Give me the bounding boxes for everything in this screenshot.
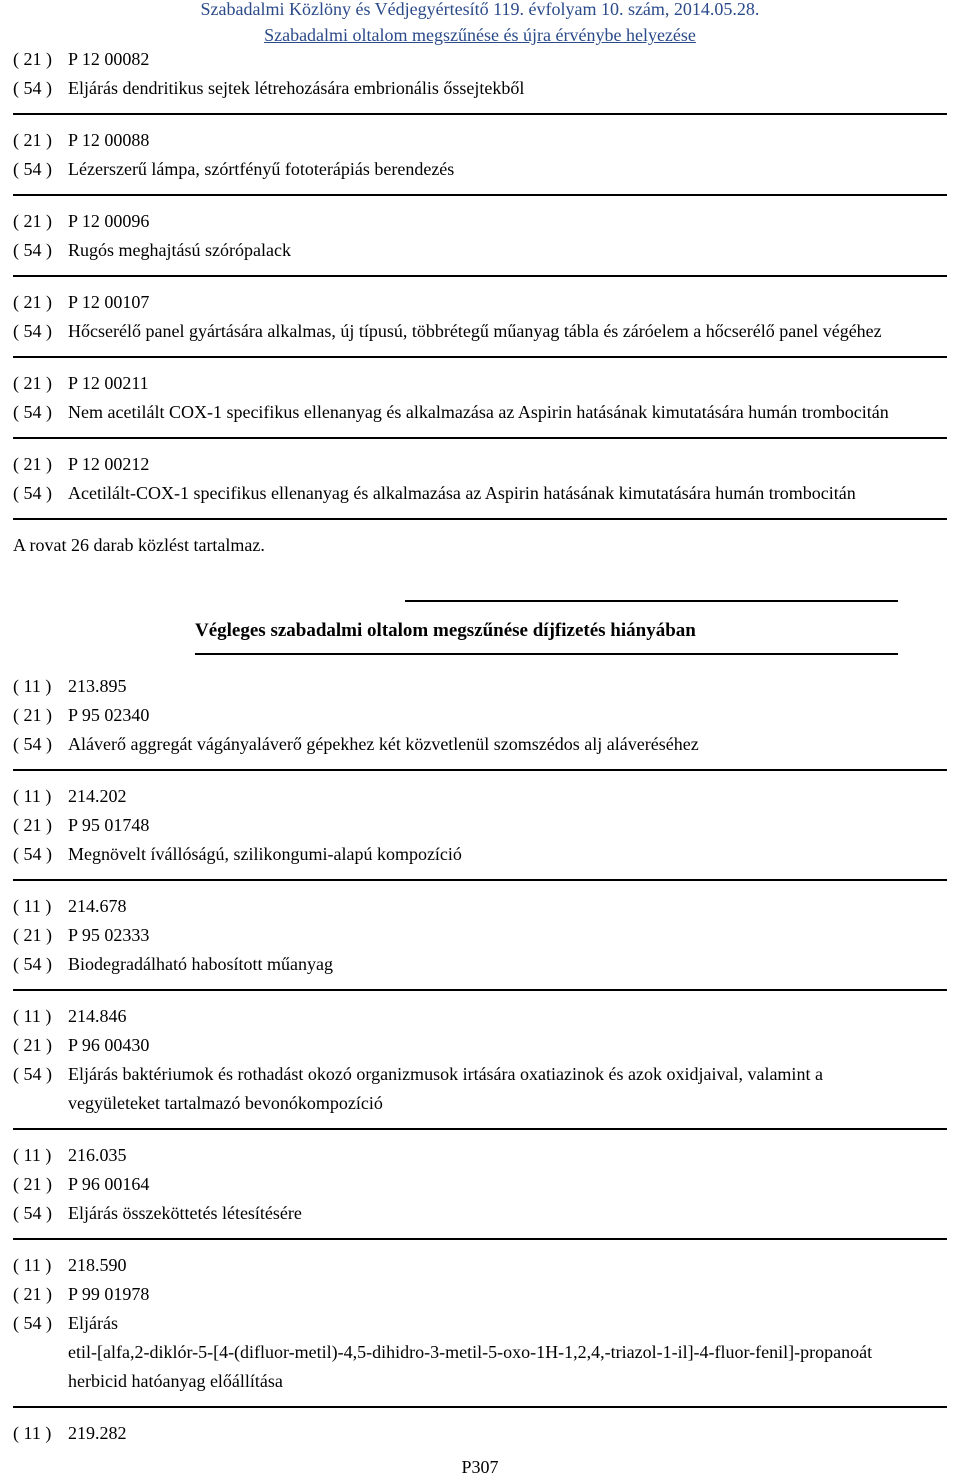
field-value xyxy=(68,921,947,950)
field-value xyxy=(68,1251,947,1280)
field-value xyxy=(68,236,947,265)
field-value xyxy=(68,207,947,236)
field-value-line: P 95 02333 xyxy=(68,925,150,945)
field-value-line: Megnövelt ívállóságú, szilikongumi-alapú kompozíció xyxy=(68,844,462,864)
field-value-line: vegyületeket tartalmazó bevonókompozíció xyxy=(68,1093,383,1113)
field-value-line: Aláverő aggregát vágányaláverő gépekhez két közvetlenül szomszédos alj aláveréséhez xyxy=(68,734,699,754)
application-number-field xyxy=(13,701,947,730)
field-value xyxy=(68,45,947,74)
field-value-line: P 99 01978 xyxy=(68,1284,150,1304)
field-value-line: Nem acetilált COX-1 specifikus ellenanyag és alkalmazása az Aspirin hatásának kimutatására humán trombocitán xyxy=(68,402,889,422)
field-value-line: P 12 00082 xyxy=(68,49,150,69)
invention-title-field xyxy=(13,730,947,759)
field-value-line: 218.590 xyxy=(68,1255,127,1275)
patent-entry xyxy=(13,1419,947,1448)
field-value xyxy=(68,398,947,427)
patent-entry xyxy=(13,450,947,520)
field-value-line: P 12 00212 xyxy=(68,454,150,474)
inid-code: ( 21 ) xyxy=(13,1174,52,1194)
application-number-field xyxy=(13,921,947,950)
inid-code: ( 11 ) xyxy=(13,1423,52,1443)
field-value xyxy=(68,479,947,508)
patent-number-field xyxy=(13,782,947,811)
field-value xyxy=(68,782,947,811)
patent-entry xyxy=(13,369,947,439)
field-value-line: 214.846 xyxy=(68,1006,127,1026)
page-content xyxy=(13,45,947,1448)
invention-title-field xyxy=(13,317,947,346)
invention-title-field xyxy=(13,840,947,869)
field-value-line: P 12 00107 xyxy=(68,292,150,312)
field-value-line: herbicid hatóanyag előállítása xyxy=(68,1371,283,1391)
invention-title-field xyxy=(13,1309,947,1396)
field-value-line: 219.282 xyxy=(68,1423,127,1443)
inid-code: ( 11 ) xyxy=(13,1145,52,1165)
field-value-line: 214.202 xyxy=(68,786,127,806)
field-value-line: P 95 02340 xyxy=(68,705,150,725)
patent-entry xyxy=(13,1002,947,1130)
application-number-field xyxy=(13,369,947,398)
inid-code: ( 21 ) xyxy=(13,1035,52,1055)
patent-entry xyxy=(13,1141,947,1240)
patent-entry xyxy=(13,45,947,115)
application-number-field xyxy=(13,1031,947,1060)
field-value xyxy=(68,1141,947,1170)
section-summary: A rovat 26 darab közlést tartalmaz. xyxy=(13,535,265,555)
field-value xyxy=(68,811,947,840)
application-number-field xyxy=(13,207,947,236)
inid-code: ( 21 ) xyxy=(13,130,52,150)
patent-entry xyxy=(13,207,947,277)
inid-code: ( 54 ) xyxy=(13,402,52,422)
inid-code: ( 21 ) xyxy=(13,1284,52,1304)
field-value-line: Acetilált-COX-1 specifikus ellenanyag és alkalmazása az Aspirin hatásának kimutatására humán trombocitán xyxy=(68,483,856,503)
patent-number-field xyxy=(13,1419,947,1448)
field-value xyxy=(68,1170,947,1199)
inid-code: ( 11 ) xyxy=(13,676,52,696)
patent-number-field xyxy=(13,1002,947,1031)
inid-code: ( 21 ) xyxy=(13,292,52,312)
application-number-field xyxy=(13,45,947,74)
invention-title-field xyxy=(13,950,947,979)
field-value xyxy=(68,1031,947,1060)
field-value-line: Lézerszerű lámpa, szórtfényű fototerápiás berendezés xyxy=(68,159,455,179)
inid-code: ( 54 ) xyxy=(13,1064,52,1084)
field-value xyxy=(68,1419,947,1448)
inid-code: ( 54 ) xyxy=(13,321,52,341)
section-running-header: Szabadalmi oltalom megszűnése és újra érvénybe helyezése xyxy=(264,25,696,45)
inid-code: ( 54 ) xyxy=(13,78,52,98)
field-value-line: P 12 00088 xyxy=(68,130,150,150)
field-value-line: P 12 00096 xyxy=(68,211,150,231)
field-value xyxy=(68,701,947,730)
inid-code: ( 54 ) xyxy=(13,483,52,503)
field-value xyxy=(68,950,947,979)
invention-title-field xyxy=(13,1060,947,1118)
publication-header: Szabadalmi Közlöny és Védjegyértesítő 119. évfolyam 10. szám, 2014.05.28. xyxy=(200,0,760,19)
field-value xyxy=(68,369,947,398)
inid-code: ( 21 ) xyxy=(13,815,52,835)
field-value-line: 216.035 xyxy=(68,1145,127,1165)
inid-code: ( 21 ) xyxy=(13,705,52,725)
field-value-line: Eljárás xyxy=(68,1313,118,1333)
field-value xyxy=(68,450,947,479)
field-value-line: P 12 00211 xyxy=(68,373,149,393)
inid-code: ( 11 ) xyxy=(13,896,52,916)
field-value-line: P 96 00164 xyxy=(68,1174,150,1194)
application-number-field xyxy=(13,1280,947,1309)
section-title: Végleges szabadalmi oltalom megszűnése díjfizetés hiányában xyxy=(195,620,696,641)
inid-code: ( 54 ) xyxy=(13,159,52,179)
patent-entry xyxy=(13,672,947,771)
inid-code: ( 54 ) xyxy=(13,844,52,864)
final-lapse-list xyxy=(13,672,947,1448)
patent-number-field xyxy=(13,672,947,701)
patent-entry xyxy=(13,892,947,991)
field-value xyxy=(68,317,947,346)
patent-entry xyxy=(13,126,947,196)
inid-code: ( 21 ) xyxy=(13,925,52,945)
field-value xyxy=(68,840,947,869)
field-value-line: Hőcserélő panel gyártására alkalmas, új típusú, többrétegű műanyag tábla és záróelem a hőcserélő panel végéhez xyxy=(68,321,882,341)
field-value xyxy=(68,155,947,184)
patent-entry xyxy=(13,1251,947,1408)
application-number-field xyxy=(13,288,947,317)
invention-title-field xyxy=(13,1199,947,1228)
invention-title-field xyxy=(13,479,947,508)
page-number: P307 xyxy=(461,1457,499,1477)
invention-title-field xyxy=(13,236,947,265)
field-value-line: P 96 00430 xyxy=(68,1035,150,1055)
field-value xyxy=(68,1280,947,1309)
field-value-line: Eljárás dendritikus sejtek létrehozására embrionális őssejtekből xyxy=(68,78,525,98)
heading-top-rule xyxy=(405,600,898,602)
inid-code: ( 54 ) xyxy=(13,954,52,974)
field-value-line: etil-[alfa,2-diklór-5-[4-(difluor-metil)-4,5-dihidro-3-metil-5-oxo-1H-1,2,4,-triazol-1-il]-4-fluor-fenil]-propanoát xyxy=(68,1342,873,1362)
field-value xyxy=(68,1060,947,1118)
field-value xyxy=(68,126,947,155)
field-value xyxy=(68,1309,947,1396)
invention-title-field xyxy=(13,155,947,184)
inid-code: ( 54 ) xyxy=(13,734,52,754)
field-value-line: Eljárás összeköttetés létesítésére xyxy=(68,1203,302,1223)
inid-code: ( 21 ) xyxy=(13,454,52,474)
inid-code: ( 54 ) xyxy=(13,1313,52,1333)
field-value xyxy=(68,892,947,921)
inid-code: ( 11 ) xyxy=(13,1006,52,1026)
inid-code: ( 11 ) xyxy=(13,1255,52,1275)
patent-number-field xyxy=(13,1251,947,1280)
inid-code: ( 11 ) xyxy=(13,786,52,806)
field-value-line: Eljárás baktériumok és rothadást okozó organizmusok irtására oxatiazinok és azok oxidjaival, valamint a xyxy=(68,1064,823,1084)
application-number-field xyxy=(13,450,947,479)
inid-code: ( 54 ) xyxy=(13,1203,52,1223)
field-value xyxy=(68,1199,947,1228)
field-value-line: Biodegradálható habosított műanyag xyxy=(68,954,333,974)
inid-code: ( 21 ) xyxy=(13,373,52,393)
patent-number-field xyxy=(13,892,947,921)
patent-number-field xyxy=(13,1141,947,1170)
field-value xyxy=(68,730,947,759)
inid-code: ( 54 ) xyxy=(13,240,52,260)
application-number-field xyxy=(13,1170,947,1199)
application-number-field xyxy=(13,126,947,155)
patent-entry xyxy=(13,782,947,881)
application-number-field xyxy=(13,811,947,840)
section-heading xyxy=(13,600,947,655)
protection-lapse-list xyxy=(13,45,947,520)
field-value-line: Rugós meghajtású szórópalack xyxy=(68,240,291,260)
field-value xyxy=(68,288,947,317)
field-value-line: 214.678 xyxy=(68,896,127,916)
field-value xyxy=(68,1002,947,1031)
inid-code: ( 21 ) xyxy=(13,211,52,231)
patent-entry xyxy=(13,288,947,358)
field-value xyxy=(68,74,947,103)
inid-code: ( 21 ) xyxy=(13,49,52,69)
field-value-line: 213.895 xyxy=(68,676,127,696)
invention-title-field xyxy=(13,74,947,103)
invention-title-field xyxy=(13,398,947,427)
field-value xyxy=(68,672,947,701)
heading-bottom-rule xyxy=(195,653,898,655)
field-value-line: P 95 01748 xyxy=(68,815,150,835)
